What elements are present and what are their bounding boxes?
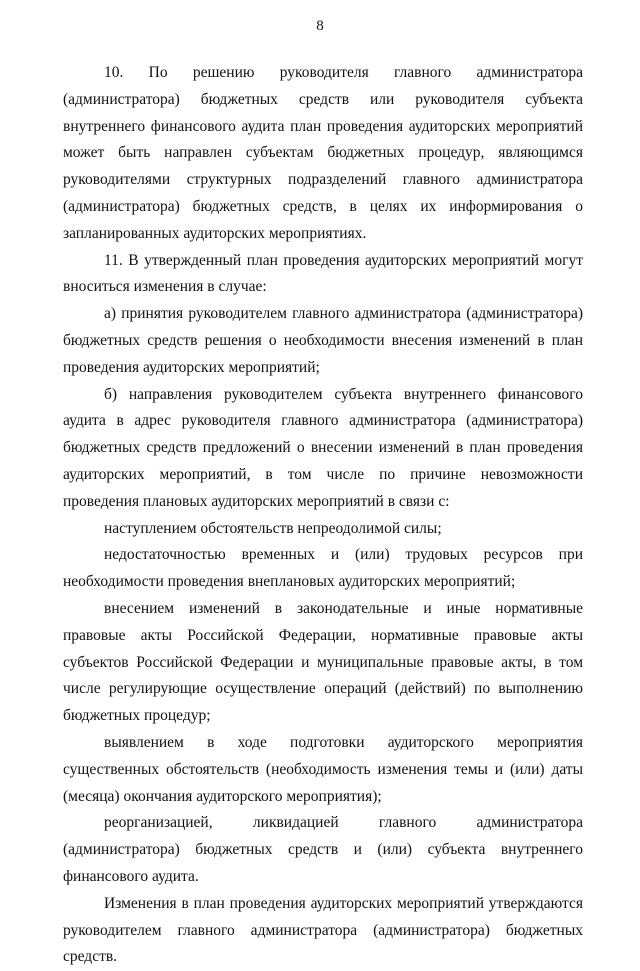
reason-force-majeure: наступлением обстоятельств непреодолимой силы; (104, 519, 442, 537)
reason-insufficient-resources: недостаточностью временных и (или) трудовых ресурсов при необходимости проведения внеплановых аудиторских мероприятий; (63, 546, 583, 591)
paragraph-11: 11. В утвержденный план проведения аудиторских мероприятий могут вноситься изменения в случае: (63, 251, 583, 296)
reason-legislation-changes: внесением изменений в законодательные и иные нормативные правовые акты Российской Федерации, нормативные правовые акты субъектов Российской Федерации и муниципальные правовые акты, в том числе регулирующие осуществление операций (действий) по выполнению бюджетных процедур; (63, 599, 583, 725)
reason-significant-circumstances: выявлением в ходе подготовки аудиторского мероприятия существенных обстоятельств (необходимость изменения темы и (или) даты (месяца) окончания аудиторского мероприятия); (63, 733, 583, 805)
paragraph-10: 10. По решению руководителя главного администратора (администратора) бюджетных средств или руководителя субъекта внутреннего финансового аудита план проведения аудиторских мероприятий может быть направлен субъектам бюджетных процедур, являющимся руководителями структурных подразделений главного администратора (администратора) бюджетных средств, в целях их информирования о запланированных аудиторских мероприятиях. (63, 64, 583, 242)
paragraph-approval: Изменения в план проведения аудиторских мероприятий утверждаются руководителем главного администратора (администратора) бюджетных средств. (63, 894, 583, 966)
reason-reorganization: реорганизацией, ликвидацией главного администратора (администратора) бюджетных средств и (или) субъекта внутреннего финансового аудита. (63, 814, 583, 885)
paragraph-11-a: а) принятия руководителем главного администратора (администратора) бюджетных средств решения о необходимости внесения изменений в план проведения аудиторских мероприятий; (63, 305, 583, 376)
page-number: 8 (316, 18, 324, 34)
document-body (63, 60, 583, 971)
paragraph-11-b: б) направления руководителем субъекта внутреннего финансового аудита в адрес руководителя главного администратора (администратора) бюджетных средств предложений о внесении изменений в план проведения аудиторских мероприятий, в том числе по причине невозможности проведения плановых аудиторских мероприятий в связи с: (63, 385, 583, 510)
